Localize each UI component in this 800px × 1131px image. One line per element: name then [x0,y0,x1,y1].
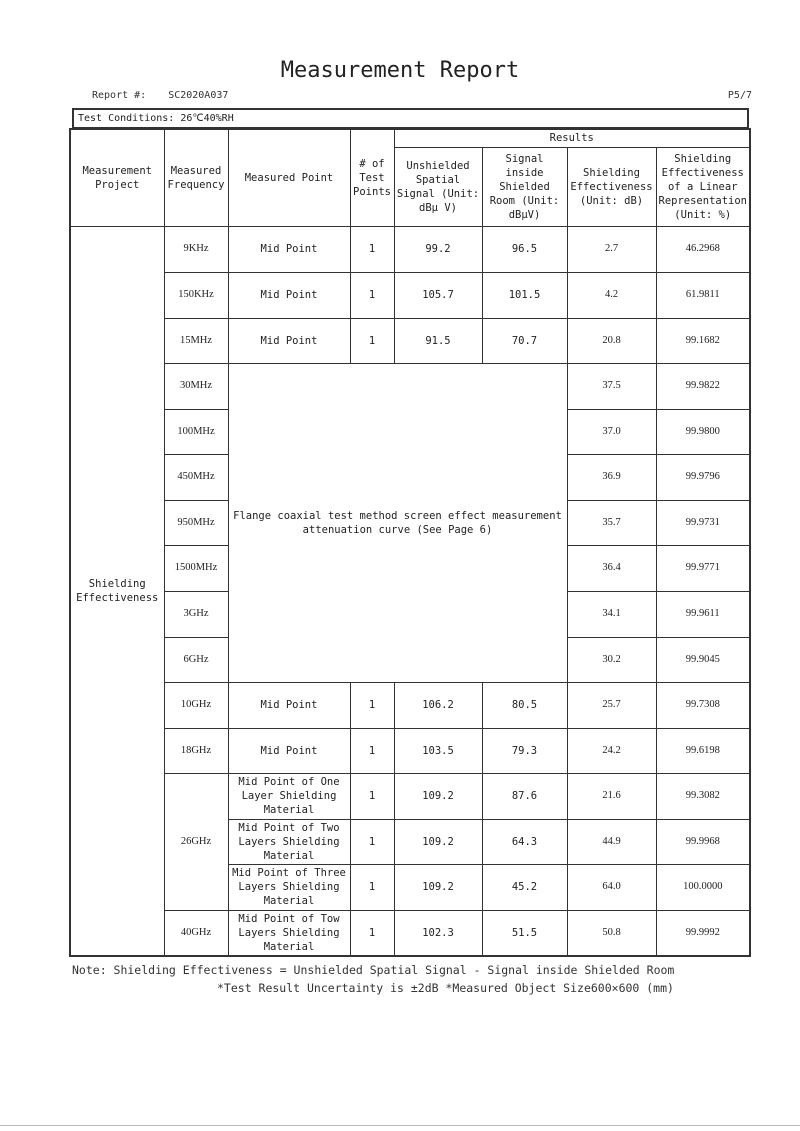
unshielded-cell: 109.2 [394,819,482,864]
frequency-cell: 100MHz [164,409,228,454]
linear-cell: 99.9968 [656,819,750,864]
project-cell: Shielding Effectiveness [70,226,164,956]
inside-cell: 51.5 [482,910,567,956]
table-row [70,226,750,272]
se-cell: 4.2 [567,272,656,318]
table-row [70,363,750,409]
inside-cell: 101.5 [482,272,567,318]
test-points-cell: 1 [350,910,394,956]
uncertainty-note: *Test Result Uncertainty is ±2dB *Measured Object Size600×600 (mm) [217,981,674,995]
table-row [70,728,750,773]
header-inside: Signal inside Shielded Room (Unit: dBμV) [482,147,567,226]
frequency-cell: 950MHz [164,500,228,545]
unshielded-cell: 105.7 [394,272,482,318]
point-cell: Mid Point [228,728,350,773]
se-cell: 24.2 [567,728,656,773]
unshielded-cell: 91.5 [394,318,482,363]
se-cell: 37.5 [567,363,656,409]
se-cell: 36.4 [567,545,656,591]
linear-cell: 61.9811 [656,272,750,318]
inside-cell: 87.6 [482,773,567,819]
unshielded-cell: 106.2 [394,682,482,728]
inside-cell: 79.3 [482,728,567,773]
header-results: Results [394,129,750,147]
linear-cell: 99.9796 [656,454,750,500]
frequency-cell: 9KHz [164,226,228,272]
test-points-cell: 1 [350,226,394,272]
point-cell: Mid Point of Two Layers Shielding Material [228,819,350,864]
point-cell: Mid Point of Three Layers Shielding Material [228,864,350,910]
linear-cell: 99.9992 [656,910,750,956]
report-number-line [92,90,228,101]
page-bottom-line [0,1125,800,1126]
se-cell: 64.0 [567,864,656,910]
table-row [70,910,750,956]
table-row [70,682,750,728]
point-cell: Mid Point [228,682,350,728]
inside-cell: 70.7 [482,318,567,363]
header-unshielded: Unshielded Spatial Signal (Unit: dBμ V) [394,147,482,226]
linear-cell: 99.9771 [656,545,750,591]
test-points-cell: 1 [350,864,394,910]
inside-cell: 64.3 [482,819,567,864]
unshielded-cell: 99.2 [394,226,482,272]
linear-cell: 99.6198 [656,728,750,773]
frequency-cell: 150KHz [164,272,228,318]
frequency-cell: 26GHz [164,773,228,910]
measurement-table [69,128,751,957]
frequency-cell: 450MHz [164,454,228,500]
table-row [70,272,750,318]
page-number: P5/7 [727,90,752,101]
test-points-cell: 1 [350,819,394,864]
frequency-cell: 3GHz [164,591,228,637]
test-points-cell: 1 [350,318,394,363]
header-se: Shielding Effectiveness (Unit: dB) [567,147,656,226]
point-cell: Mid Point [228,272,350,318]
linear-cell: 99.3082 [656,773,750,819]
test-conditions: Test Conditions: 26℃40%RH [72,108,749,128]
inside-cell: 96.5 [482,226,567,272]
frequency-cell: 6GHz [164,637,228,682]
linear-cell: 99.9800 [656,409,750,454]
linear-cell: 99.9045 [656,637,750,682]
frequency-cell: 10GHz [164,682,228,728]
linear-cell: 100.0000 [656,864,750,910]
formula-note: Note: Shielding Effectiveness = Unshielded Spatial Signal - Signal inside Shielded Room [72,963,675,977]
se-cell: 44.9 [567,819,656,864]
se-cell: 30.2 [567,637,656,682]
header-linear: Shielding Effectiveness of a Linear Representation (Unit: %) [656,147,750,226]
frequency-cell: 30MHz [164,363,228,409]
unshielded-cell: 109.2 [394,864,482,910]
report-number-label: Report #: [92,90,147,101]
unshielded-cell: 109.2 [394,773,482,819]
point-cell: Mid Point of Tow Layers Shielding Material [228,910,350,956]
header-project: Measurement Project [70,129,164,226]
frequency-cell: 40GHz [164,910,228,956]
test-points-cell: 1 [350,682,394,728]
linear-cell: 99.7308 [656,682,750,728]
table-row [70,773,750,819]
unshielded-cell: 103.5 [394,728,482,773]
flange-method-note: Flange coaxial test method screen effect measurement attenuation curve (See Page 6) [228,363,567,682]
linear-cell: 99.9611 [656,591,750,637]
header-test-points: # of Test Points [350,129,394,226]
point-cell: Mid Point [228,318,350,363]
test-points-cell: 1 [350,728,394,773]
linear-cell: 46.2968 [656,226,750,272]
se-cell: 25.7 [567,682,656,728]
inside-cell: 45.2 [482,864,567,910]
report-title: Measurement Report [280,58,520,83]
se-cell: 37.0 [567,409,656,454]
inside-cell: 80.5 [482,682,567,728]
unshielded-cell: 102.3 [394,910,482,956]
point-cell: Mid Point of One Layer Shielding Material [228,773,350,819]
linear-cell: 99.1682 [656,318,750,363]
frequency-cell: 15MHz [164,318,228,363]
report-number: SC2020A037 [168,90,229,101]
se-cell: 50.8 [567,910,656,956]
linear-cell: 99.9822 [656,363,750,409]
test-points-cell: 1 [350,773,394,819]
frequency-cell: 1500MHz [164,545,228,591]
frequency-cell: 18GHz [164,728,228,773]
point-cell: Mid Point [228,226,350,272]
linear-cell: 99.9731 [656,500,750,545]
table-row [70,318,750,363]
se-cell: 34.1 [567,591,656,637]
se-cell: 20.8 [567,318,656,363]
se-cell: 21.6 [567,773,656,819]
header-point: Measured Point [228,129,350,226]
header-frequency: Measured Frequency [164,129,228,226]
se-cell: 35.7 [567,500,656,545]
se-cell: 36.9 [567,454,656,500]
test-points-cell: 1 [350,272,394,318]
se-cell: 2.7 [567,226,656,272]
